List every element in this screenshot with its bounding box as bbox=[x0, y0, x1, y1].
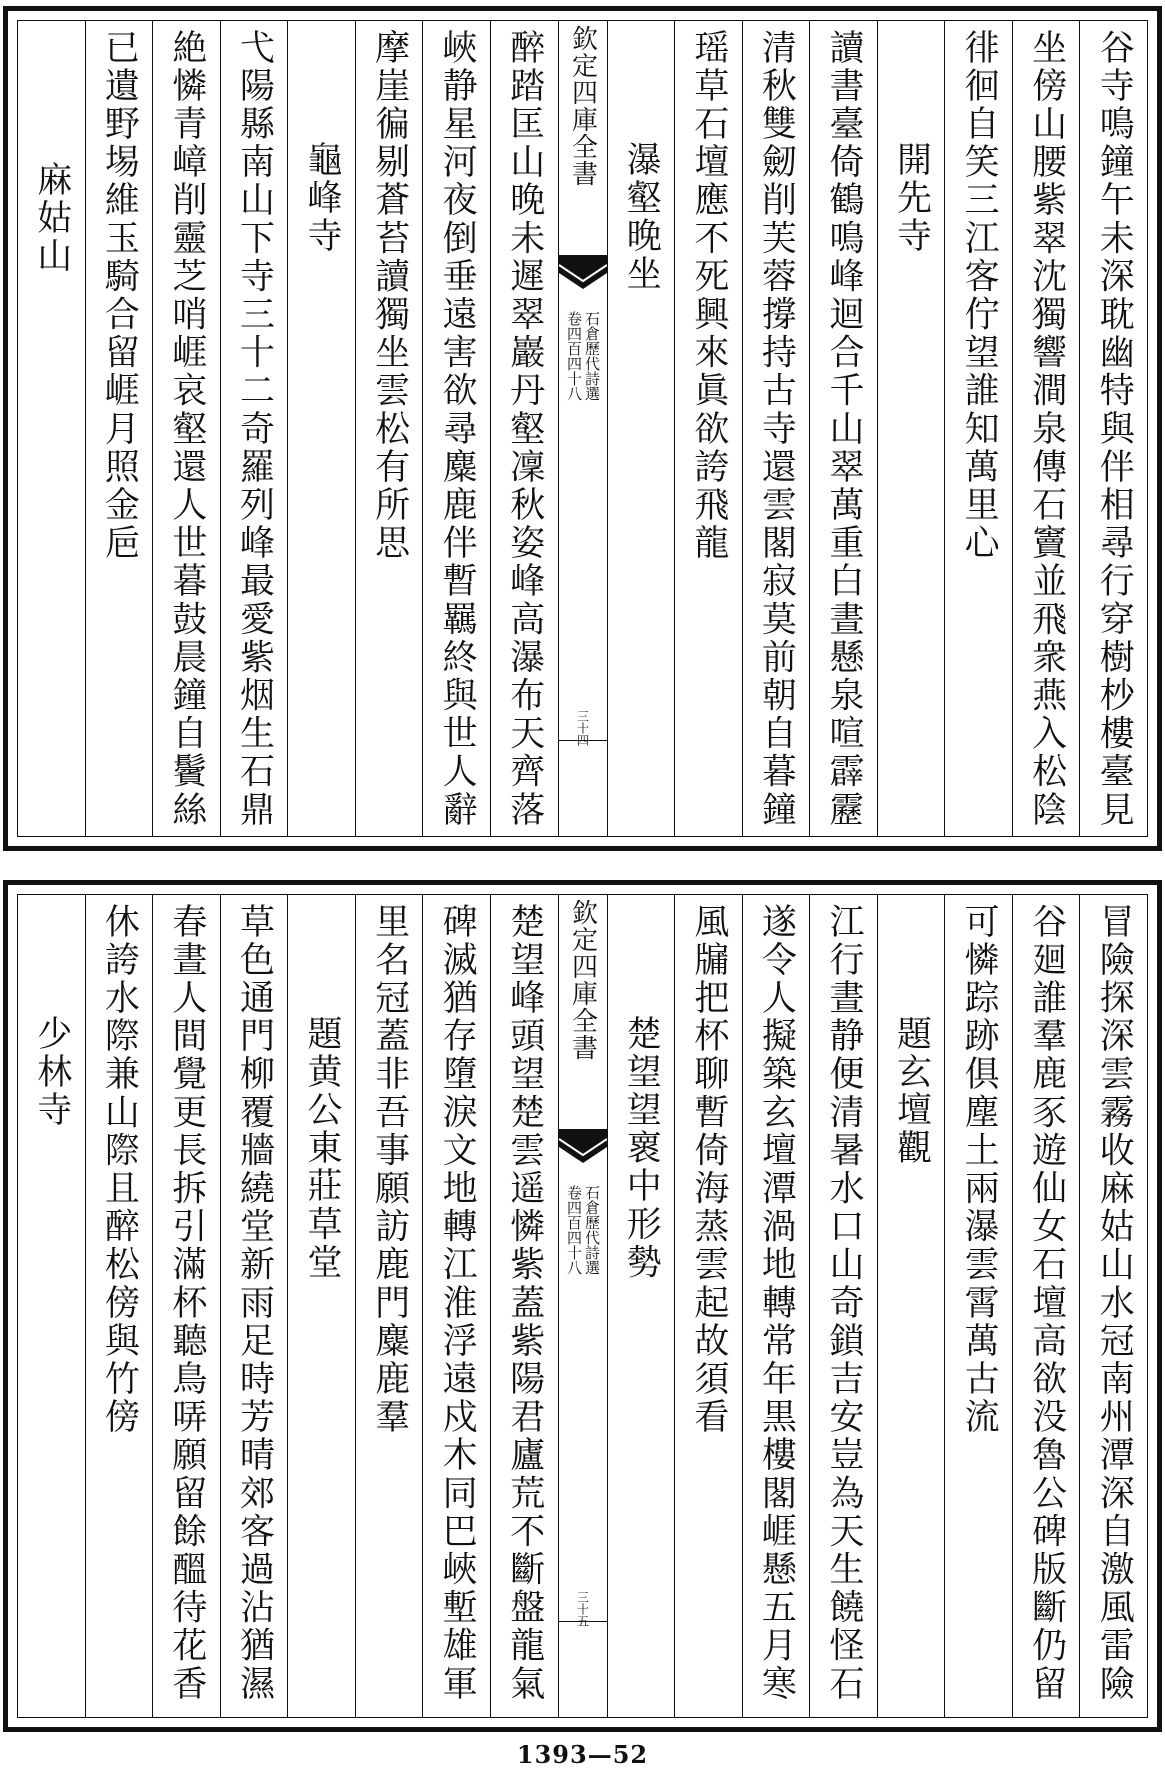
text-column bbox=[1079, 895, 1147, 1717]
column-text: 絶憐青嶂削靈芝哨崕哀壑還人世暮鼓晨鐘自鬢絲 bbox=[166, 29, 207, 830]
series-title: 欽定四庫全書 bbox=[567, 25, 598, 187]
poem-title: 少林寺 bbox=[31, 1015, 72, 1130]
fold-bottom-rule bbox=[559, 1621, 607, 1717]
text-column bbox=[220, 895, 288, 1717]
series-title: 欽定四庫全書 bbox=[567, 899, 598, 1061]
column-text: 摩崖徧剔蒼苔讀獨坐雲松有所思 bbox=[369, 29, 410, 563]
column-text: 坐傍山腰紫翠沈獨響澗泉傳石竇並飛衆燕入松陰 bbox=[1026, 29, 1067, 830]
leaf-number: 三十四 bbox=[575, 710, 590, 746]
text-column bbox=[944, 21, 1012, 836]
poem-title-column bbox=[607, 895, 675, 1717]
bottom-page bbox=[3, 880, 1162, 1732]
text-column bbox=[674, 21, 742, 836]
center-fold-header bbox=[558, 895, 607, 1717]
poem-title-column bbox=[607, 21, 675, 836]
column-text: 谷寺鳴鐘午未深耽幽特與伴相尋行穿樹杪樓臺見 bbox=[1094, 29, 1135, 830]
column-text: 谷廻誰羣鹿豕遊仙女石壇高欲没魯公碑版斷仍留 bbox=[1026, 903, 1067, 1704]
bottom-page-frame bbox=[17, 894, 1148, 1718]
book-title: 石倉歷代詩選 bbox=[583, 1185, 601, 1275]
volume-number: 卷四百四十八 bbox=[565, 311, 583, 401]
poem-title-column bbox=[877, 21, 945, 836]
text-column bbox=[490, 895, 558, 1717]
fold-subtitles bbox=[566, 311, 599, 401]
column-text: 徘徊自笑三江客佇望誰知萬里心 bbox=[959, 29, 1000, 563]
text-column bbox=[85, 895, 153, 1717]
text-column bbox=[1012, 895, 1080, 1717]
top-page bbox=[3, 6, 1162, 851]
poem-title-column bbox=[18, 895, 85, 1717]
poem-title: 楚望望褱中形勢 bbox=[621, 1015, 662, 1282]
poem-title: 麻姑山 bbox=[31, 161, 72, 276]
column-text: 冒險探深雲霧收麻姑山水冠南州潭深自激風雷險 bbox=[1094, 903, 1135, 1704]
column-text: 峽静星河夜倒垂遠害欲尋麋鹿伴暫羈終與世人辭 bbox=[437, 29, 478, 830]
column-text: 弋陽縣南山下寺三十二奇羅列峰最愛紫烟生石鼎 bbox=[234, 29, 275, 830]
column-text: 可憐踪跡俱塵土兩瀑雲霄萬古流 bbox=[959, 903, 1000, 1437]
column-text: 碑滅猶存墮淚文地轉江淮浮遠戍木同巴峽塹雄軍 bbox=[437, 903, 478, 1704]
fold-bottom-rule bbox=[559, 740, 607, 836]
text-column bbox=[1079, 21, 1147, 836]
column-text: 遂令人擬築玄壇潭渦地轉常年黒樓閣崕懸五月寒 bbox=[756, 903, 797, 1704]
text-column bbox=[152, 895, 220, 1717]
text-column bbox=[1012, 21, 1080, 836]
fold-subtitles bbox=[566, 1185, 599, 1275]
poem-title: 題玄壇觀 bbox=[891, 1015, 932, 1168]
poem-title: 龜峰寺 bbox=[302, 141, 343, 256]
column-text: 已遺野埸維玉騎合留崕月照金巵 bbox=[99, 29, 140, 563]
poem-title: 題黄公東莊草堂 bbox=[302, 1015, 343, 1282]
text-column bbox=[742, 21, 810, 836]
text-column bbox=[355, 21, 423, 836]
center-fold-header bbox=[558, 21, 607, 836]
text-column bbox=[152, 21, 220, 836]
column-text: 讀書臺倚鶴鳴峰迴合千山翠萬重白晝懸泉喧霹靂 bbox=[823, 29, 864, 830]
column-text: 草色通門柳覆牆繞堂新雨足時芳晴郊客過沾猶濕 bbox=[234, 903, 275, 1704]
volume-number: 卷四百四十八 bbox=[565, 1185, 583, 1275]
leaf-number: 三十五 bbox=[575, 1591, 590, 1627]
column-text: 楚望峰頭望楚雲遥憐紫蓋紫陽君廬荒不斷盤龍氣 bbox=[504, 903, 545, 1704]
text-column bbox=[944, 895, 1012, 1717]
poem-title-column bbox=[287, 21, 355, 836]
text-column bbox=[809, 21, 877, 836]
column-text: 江行晝静便清暑水口山奇鎖吉安豈為天生饒怪石 bbox=[823, 903, 864, 1704]
text-column bbox=[220, 21, 288, 836]
fishtail-mark-icon bbox=[559, 253, 607, 293]
text-column bbox=[422, 895, 490, 1717]
text-column bbox=[355, 895, 423, 1717]
top-page-frame bbox=[17, 20, 1148, 837]
text-column bbox=[674, 895, 742, 1717]
column-text: 休誇水際兼山際且醉松傍與竹傍 bbox=[99, 903, 140, 1437]
column-text: 醉踏匡山晚未遲翠巖丹壑凜秋姿峰高瀑布天齊落 bbox=[504, 29, 545, 830]
column-text: 清秋雙劒削芙蓉撐持古寺還雲閣寂莫前朝自暮鐘 bbox=[756, 29, 797, 830]
poem-title-column bbox=[877, 895, 945, 1717]
column-text: 風牖把杯聊暫倚海蒸雲起故須看 bbox=[688, 903, 729, 1437]
book-title: 石倉歷代詩選 bbox=[583, 311, 601, 401]
column-text: 春晝人間覺更長拆引滿杯聽鳥哢願留餘醞待花香 bbox=[166, 903, 207, 1704]
poem-title-column bbox=[287, 895, 355, 1717]
text-column bbox=[422, 21, 490, 836]
page-number: 1393—52 bbox=[516, 1740, 649, 1769]
fishtail-mark-icon bbox=[559, 1127, 607, 1167]
text-column bbox=[85, 21, 153, 836]
text-column bbox=[809, 895, 877, 1717]
column-text: 里名冠蓋非吾事願訪鹿門麋鹿羣 bbox=[369, 903, 410, 1437]
poem-title: 開先寺 bbox=[891, 141, 932, 256]
text-column bbox=[742, 895, 810, 1717]
poem-title: 瀑壑晚坐 bbox=[621, 141, 662, 294]
text-column bbox=[490, 21, 558, 836]
column-text: 瑶草石壇應不死興來眞欲誇飛龍 bbox=[688, 29, 729, 563]
poem-title-column bbox=[18, 21, 85, 836]
